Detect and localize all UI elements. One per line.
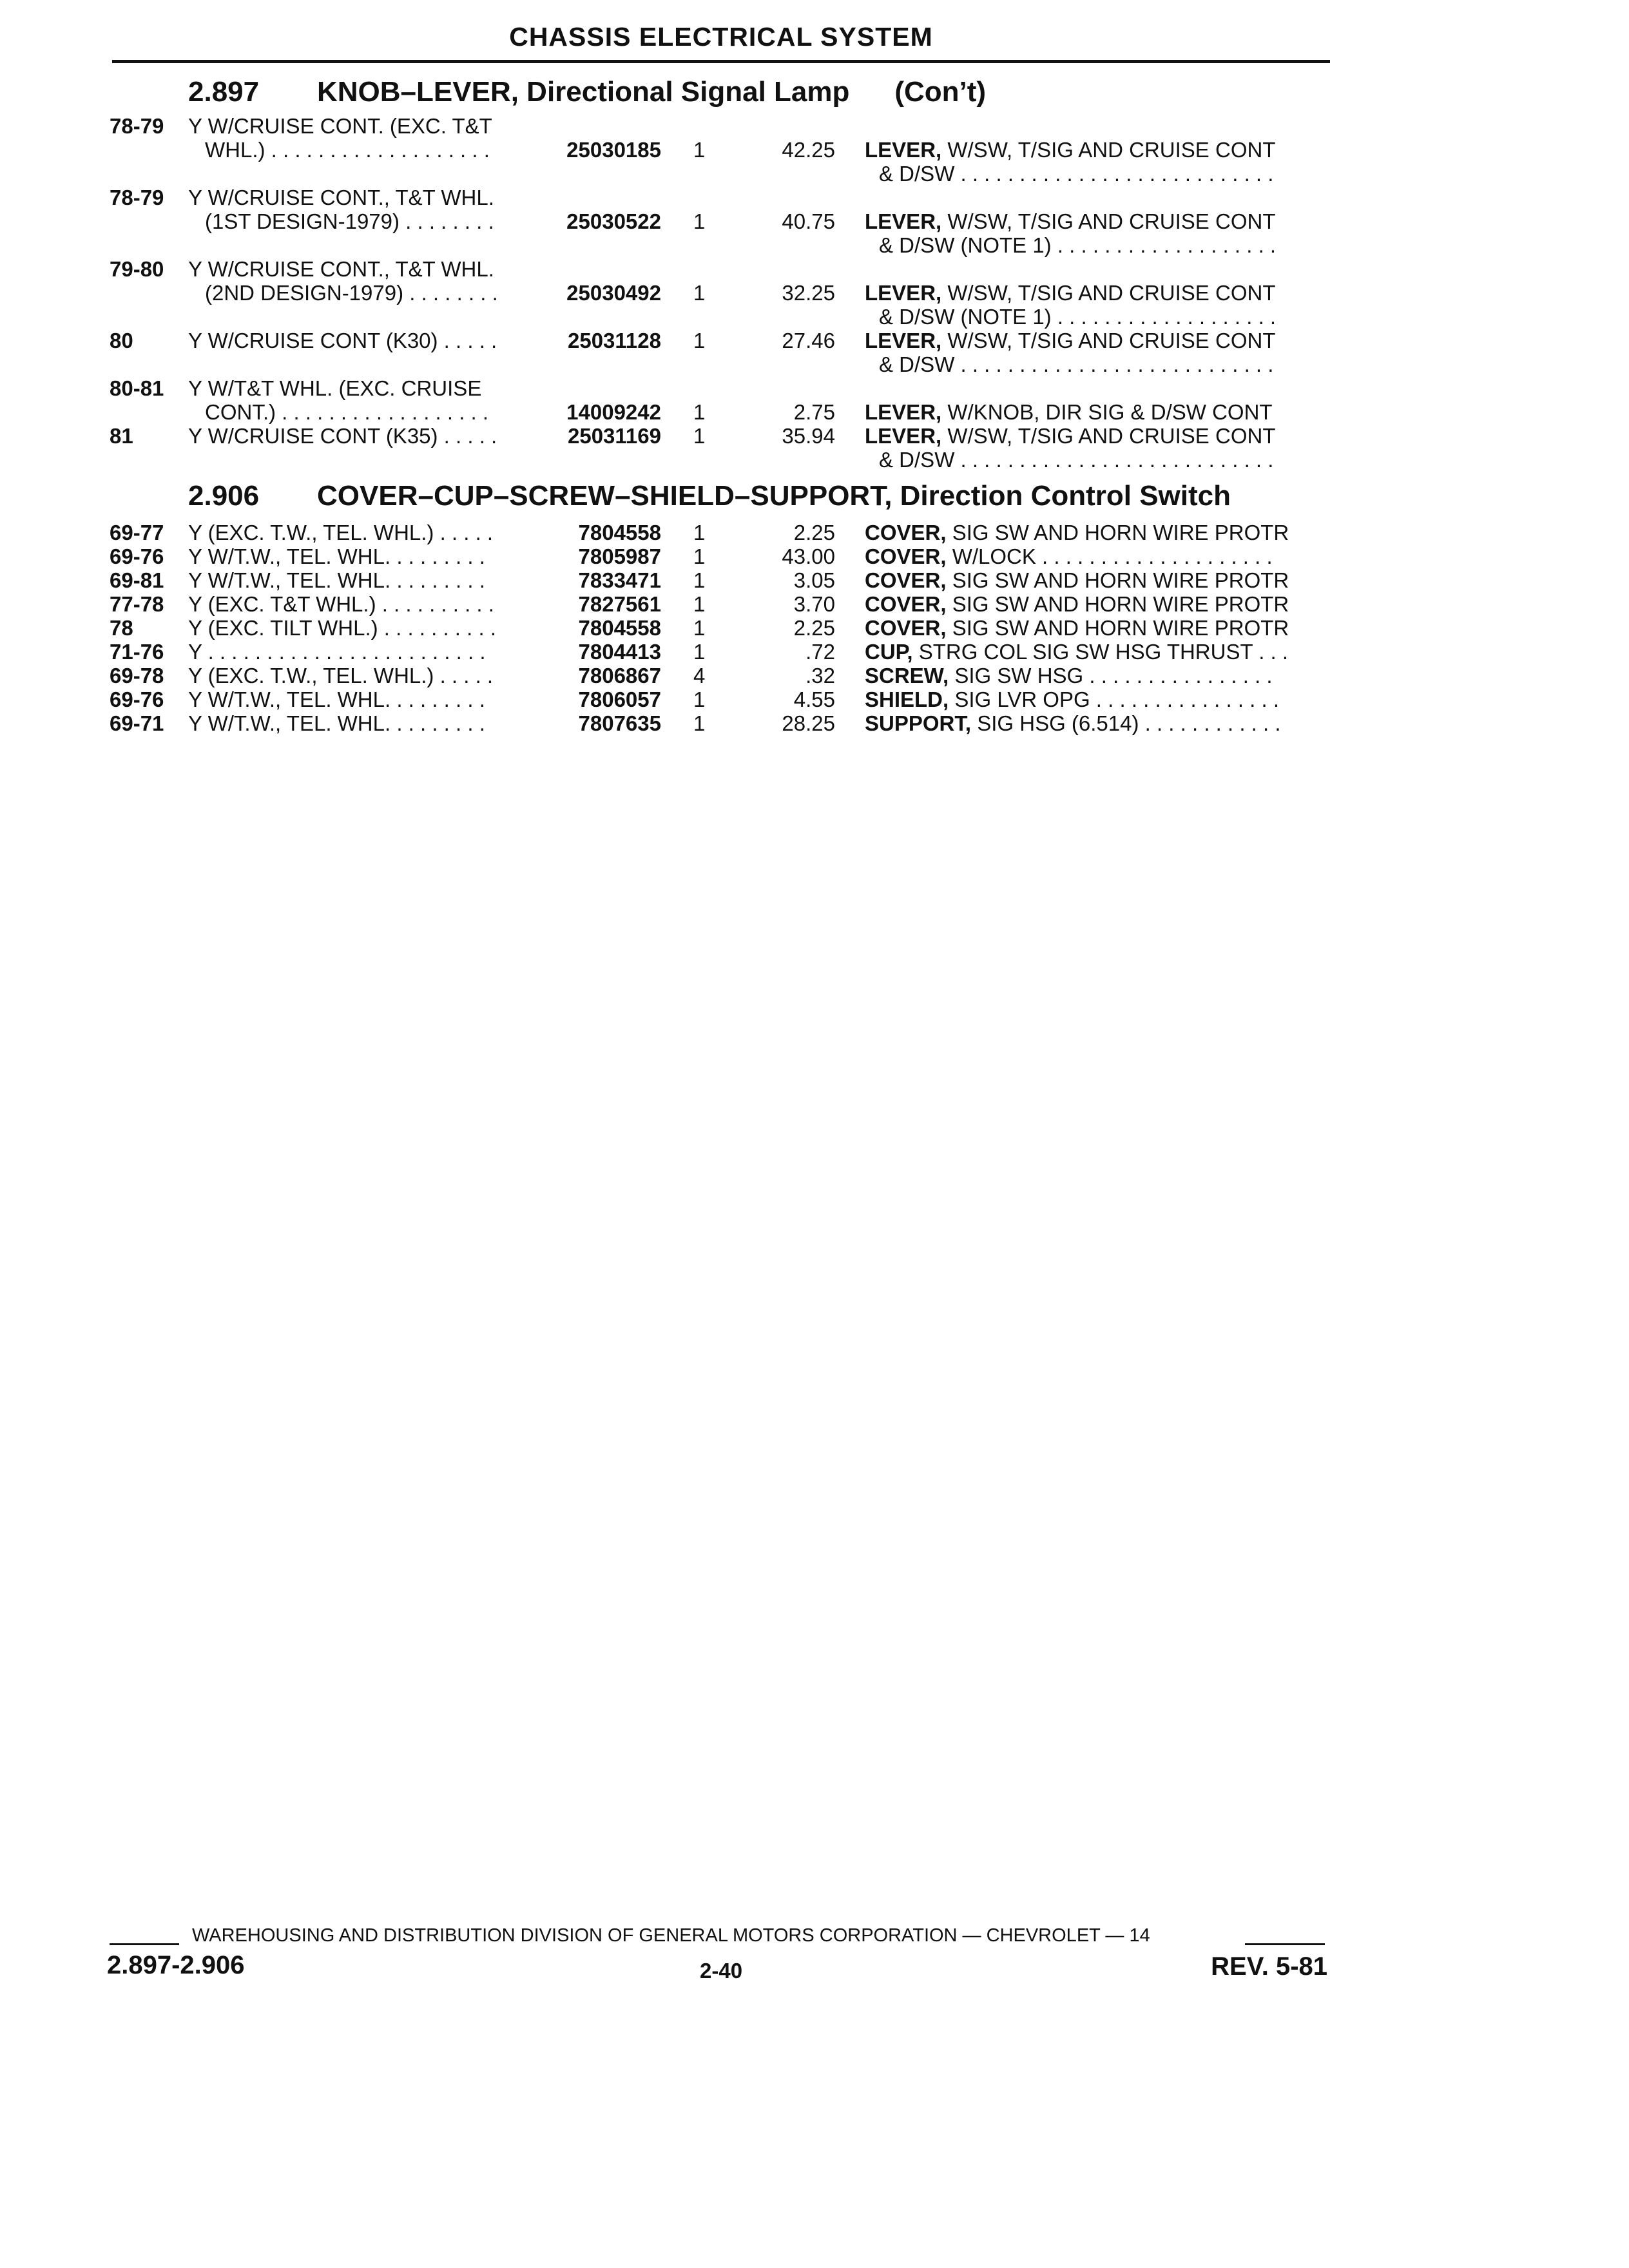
model-year: 69-76 bbox=[110, 544, 164, 568]
part-number: 14009242 bbox=[566, 400, 661, 424]
parts-row bbox=[0, 113, 1629, 139]
description bbox=[865, 399, 1273, 425]
price: 2.75 bbox=[793, 400, 835, 424]
description bbox=[865, 544, 1273, 570]
quantity: 1 bbox=[693, 138, 706, 162]
price: .72 bbox=[805, 640, 835, 664]
application: (2ND DESIGN-1979) . . . . . . . . bbox=[205, 281, 498, 305]
quantity: 1 bbox=[693, 616, 706, 640]
parts-row bbox=[0, 304, 1629, 330]
description-noun: COVER, bbox=[865, 544, 947, 568]
price: 2.25 bbox=[793, 616, 835, 640]
application: CONT.) . . . . . . . . . . . . . . . . . . bbox=[205, 400, 489, 424]
description-text: W/SW, T/SIG AND CRUISE CONT bbox=[941, 281, 1276, 305]
description-text: SIG SW AND HORN WIRE PROTR bbox=[946, 592, 1289, 616]
description bbox=[879, 352, 1273, 378]
description-noun: COVER, bbox=[865, 592, 947, 616]
description-noun: LEVER, bbox=[865, 209, 942, 233]
application: Y W/T.W., TEL. WHL. . . . . . . . . bbox=[188, 711, 485, 735]
parts-row bbox=[0, 137, 1629, 163]
description-noun: LEVER, bbox=[865, 424, 942, 448]
part-number: 7806867 bbox=[578, 664, 661, 687]
part-number: 25030492 bbox=[566, 281, 661, 305]
description-text: SIG LVR OPG . . . . . . . . . . . . . . . . bbox=[949, 687, 1280, 711]
description bbox=[865, 423, 1275, 449]
parts-row bbox=[0, 209, 1629, 235]
description-noun: SCREW, bbox=[865, 664, 949, 687]
description-noun: CUP, bbox=[865, 640, 913, 664]
quantity: 1 bbox=[693, 544, 706, 568]
description bbox=[879, 304, 1276, 330]
application: Y W/T.W., TEL. WHL. . . . . . . . . bbox=[188, 687, 485, 711]
quantity: 1 bbox=[693, 424, 706, 448]
parts-row bbox=[0, 256, 1629, 282]
quantity: 1 bbox=[693, 281, 706, 305]
model-year: 69-77 bbox=[110, 521, 164, 544]
description-noun: COVER, bbox=[865, 521, 947, 544]
part-number: 7807635 bbox=[578, 711, 661, 735]
application: Y (EXC. T&T WHL.) . . . . . . . . . . bbox=[188, 592, 494, 616]
section-title: COVER–CUP–SCREW–SHIELD–SUPPORT, Direction Control Switch bbox=[317, 480, 1231, 512]
description-text: SIG HSG (6.514) . . . . . . . . . . . . bbox=[971, 711, 1281, 735]
description-text: W/KNOB, DIR SIG & D/SW CONT bbox=[941, 400, 1273, 424]
price: 43.00 bbox=[782, 544, 835, 568]
application: Y (EXC. T.W., TEL. WHL.) . . . . . bbox=[188, 521, 494, 544]
parts-row bbox=[0, 544, 1629, 570]
section-number: 2.897 bbox=[188, 76, 260, 108]
model-year: 69-81 bbox=[110, 568, 164, 592]
price: 40.75 bbox=[782, 209, 835, 233]
parts-row bbox=[0, 399, 1629, 425]
model-year: 79-80 bbox=[110, 257, 164, 281]
section-heading bbox=[188, 76, 986, 108]
quantity: 1 bbox=[693, 209, 706, 233]
application: Y (EXC. TILT WHL.) . . . . . . . . . . bbox=[188, 616, 496, 640]
footer-rule-right bbox=[1245, 1943, 1325, 1945]
section-heading bbox=[188, 480, 1231, 512]
parts-row bbox=[0, 233, 1629, 258]
section-title: KNOB–LEVER, Directional Signal Lamp bbox=[317, 76, 850, 108]
application: WHL.) . . . . . . . . . . . . . . . . . . . bbox=[205, 138, 490, 162]
description bbox=[865, 520, 1289, 546]
part-number: 7804558 bbox=[578, 616, 661, 640]
description-text: & D/SW (NOTE 1) . . . . . . . . . . . . . . . . . . . bbox=[879, 233, 1277, 257]
parts-row bbox=[0, 161, 1629, 187]
quantity: 1 bbox=[693, 568, 706, 592]
description bbox=[865, 280, 1275, 306]
description-text: SIG SW AND HORN WIRE PROTR bbox=[946, 521, 1289, 544]
price: 35.94 bbox=[782, 424, 835, 448]
parts-row bbox=[0, 423, 1629, 449]
description-text: SIG SW AND HORN WIRE PROTR bbox=[946, 616, 1289, 640]
description bbox=[865, 328, 1275, 354]
application: Y W/CRUISE CONT. (EXC. T&T bbox=[188, 114, 492, 138]
price: 3.70 bbox=[793, 592, 835, 616]
description-text: W/LOCK . . . . . . . . . . . . . . . . . . . . bbox=[946, 544, 1273, 568]
quantity: 1 bbox=[693, 329, 706, 352]
part-number: 7804558 bbox=[578, 521, 661, 544]
application: (1ST DESIGN-1979) . . . . . . . . bbox=[205, 209, 494, 233]
description bbox=[865, 687, 1279, 713]
model-year: 77-78 bbox=[110, 592, 164, 616]
parts-row bbox=[0, 639, 1629, 665]
quantity: 1 bbox=[693, 711, 706, 735]
description-noun: SUPPORT, bbox=[865, 711, 972, 735]
description bbox=[865, 591, 1289, 617]
part-number: 25030522 bbox=[566, 209, 661, 233]
price: 2.25 bbox=[793, 521, 835, 544]
quantity: 4 bbox=[693, 664, 706, 687]
footer-rule-left bbox=[110, 1943, 179, 1945]
model-year: 80 bbox=[110, 329, 133, 352]
description-text: & D/SW (NOTE 1) . . . . . . . . . . . . . . . . . . . bbox=[879, 305, 1277, 329]
parts-row bbox=[0, 711, 1629, 736]
footer-page-number: 2-40 bbox=[700, 1959, 743, 1983]
description-noun: COVER, bbox=[865, 568, 947, 592]
description bbox=[865, 209, 1275, 235]
parts-row bbox=[0, 615, 1629, 641]
parts-row bbox=[0, 376, 1629, 401]
parts-row bbox=[0, 520, 1629, 546]
model-year: 71-76 bbox=[110, 640, 164, 664]
description bbox=[865, 711, 1281, 736]
part-number: 7805987 bbox=[578, 544, 661, 568]
application: Y W/CRUISE CONT., T&T WHL. bbox=[188, 257, 494, 281]
part-number: 7827561 bbox=[578, 592, 661, 616]
part-number: 7804413 bbox=[578, 640, 661, 664]
parts-row bbox=[0, 280, 1629, 306]
application: Y W/CRUISE CONT., T&T WHL. bbox=[188, 186, 494, 209]
quantity: 1 bbox=[693, 521, 706, 544]
part-number: 7806057 bbox=[578, 687, 661, 711]
description-text: W/SW, T/SIG AND CRUISE CONT bbox=[941, 138, 1276, 162]
description-text: SIG SW HSG . . . . . . . . . . . . . . . . bbox=[949, 664, 1273, 687]
price: 27.46 bbox=[782, 329, 835, 352]
model-year: 69-78 bbox=[110, 664, 164, 687]
description bbox=[879, 447, 1273, 473]
application: Y W/T&T WHL. (EXC. CRUISE bbox=[188, 376, 482, 400]
title-rule bbox=[112, 60, 1330, 63]
description-text: & D/SW . . . . . . . . . . . . . . . . . . . . . . . . . . . bbox=[879, 448, 1274, 472]
description bbox=[865, 639, 1288, 665]
description-noun: LEVER, bbox=[865, 400, 942, 424]
description-text: W/SW, T/SIG AND CRUISE CONT bbox=[941, 329, 1276, 352]
application: Y (EXC. T.W., TEL. WHL.) . . . . . bbox=[188, 664, 494, 687]
description bbox=[865, 615, 1289, 641]
model-year: 78 bbox=[110, 616, 133, 640]
description bbox=[865, 568, 1289, 593]
description-text: STRG COL SIG SW HSG THRUST . . . bbox=[912, 640, 1289, 664]
description bbox=[879, 161, 1273, 187]
description-text: W/SW, T/SIG AND CRUISE CONT bbox=[941, 424, 1276, 448]
description bbox=[865, 137, 1275, 163]
application: Y W/CRUISE CONT (K30) . . . . . bbox=[188, 329, 497, 352]
parts-row bbox=[0, 591, 1629, 617]
application: Y W/CRUISE CONT (K35) . . . . . bbox=[188, 424, 497, 448]
application: Y W/T.W., TEL. WHL. . . . . . . . . bbox=[188, 568, 485, 592]
section-continued: (Con’t) bbox=[894, 76, 987, 108]
price: 32.25 bbox=[782, 281, 835, 305]
application: Y W/T.W., TEL. WHL. . . . . . . . . bbox=[188, 544, 485, 568]
description bbox=[865, 663, 1273, 689]
price: 42.25 bbox=[782, 138, 835, 162]
part-number: 25031128 bbox=[567, 329, 661, 352]
description bbox=[879, 233, 1276, 258]
description-noun: LEVER, bbox=[865, 138, 942, 162]
page-title: CHASSIS ELECTRICAL SYSTEM bbox=[509, 22, 933, 52]
footer-section-range: 2.897-2.906 bbox=[107, 1951, 245, 1979]
parts-row bbox=[0, 687, 1629, 713]
price: 3.05 bbox=[793, 568, 835, 592]
part-number: 25031169 bbox=[567, 424, 661, 448]
parts-row bbox=[0, 352, 1629, 378]
quantity: 1 bbox=[693, 400, 706, 424]
model-year: 80-81 bbox=[110, 376, 164, 400]
price: .32 bbox=[805, 664, 835, 687]
description-noun: LEVER, bbox=[865, 281, 942, 305]
quantity: 1 bbox=[693, 592, 706, 616]
parts-row bbox=[0, 663, 1629, 689]
application: Y . . . . . . . . . . . . . . . . . . . . . . . . bbox=[188, 640, 486, 664]
part-number: 25030185 bbox=[566, 138, 661, 162]
description-text: & D/SW . . . . . . . . . . . . . . . . . . . . . . . . . . . bbox=[879, 352, 1274, 376]
description-noun: COVER, bbox=[865, 616, 947, 640]
parts-row bbox=[0, 185, 1629, 211]
price: 28.25 bbox=[782, 711, 835, 735]
quantity: 1 bbox=[693, 687, 706, 711]
section-number: 2.906 bbox=[188, 480, 260, 512]
footer-division: WAREHOUSING AND DISTRIBUTION DIVISION OF GENERAL MOTORS CORPORATION — CHEVROLET — 14 bbox=[192, 1925, 1150, 1946]
model-year: 69-76 bbox=[110, 687, 164, 711]
parts-row bbox=[0, 328, 1629, 354]
quantity: 1 bbox=[693, 640, 706, 664]
description-noun: LEVER, bbox=[865, 329, 942, 352]
description-text: SIG SW AND HORN WIRE PROTR bbox=[946, 568, 1289, 592]
footer-revision: REV. 5-81 bbox=[1211, 1952, 1327, 1981]
model-year: 78-79 bbox=[110, 114, 164, 138]
model-year: 81 bbox=[110, 424, 133, 448]
parts-row bbox=[0, 568, 1629, 593]
model-year: 69-71 bbox=[110, 711, 164, 735]
part-number: 7833471 bbox=[578, 568, 661, 592]
parts-row bbox=[0, 447, 1629, 473]
description-text: & D/SW . . . . . . . . . . . . . . . . . . . . . . . . . . . bbox=[879, 162, 1274, 186]
description-text: W/SW, T/SIG AND CRUISE CONT bbox=[941, 209, 1276, 233]
price: 4.55 bbox=[793, 687, 835, 711]
model-year: 78-79 bbox=[110, 186, 164, 209]
description-noun: SHIELD, bbox=[865, 687, 949, 711]
